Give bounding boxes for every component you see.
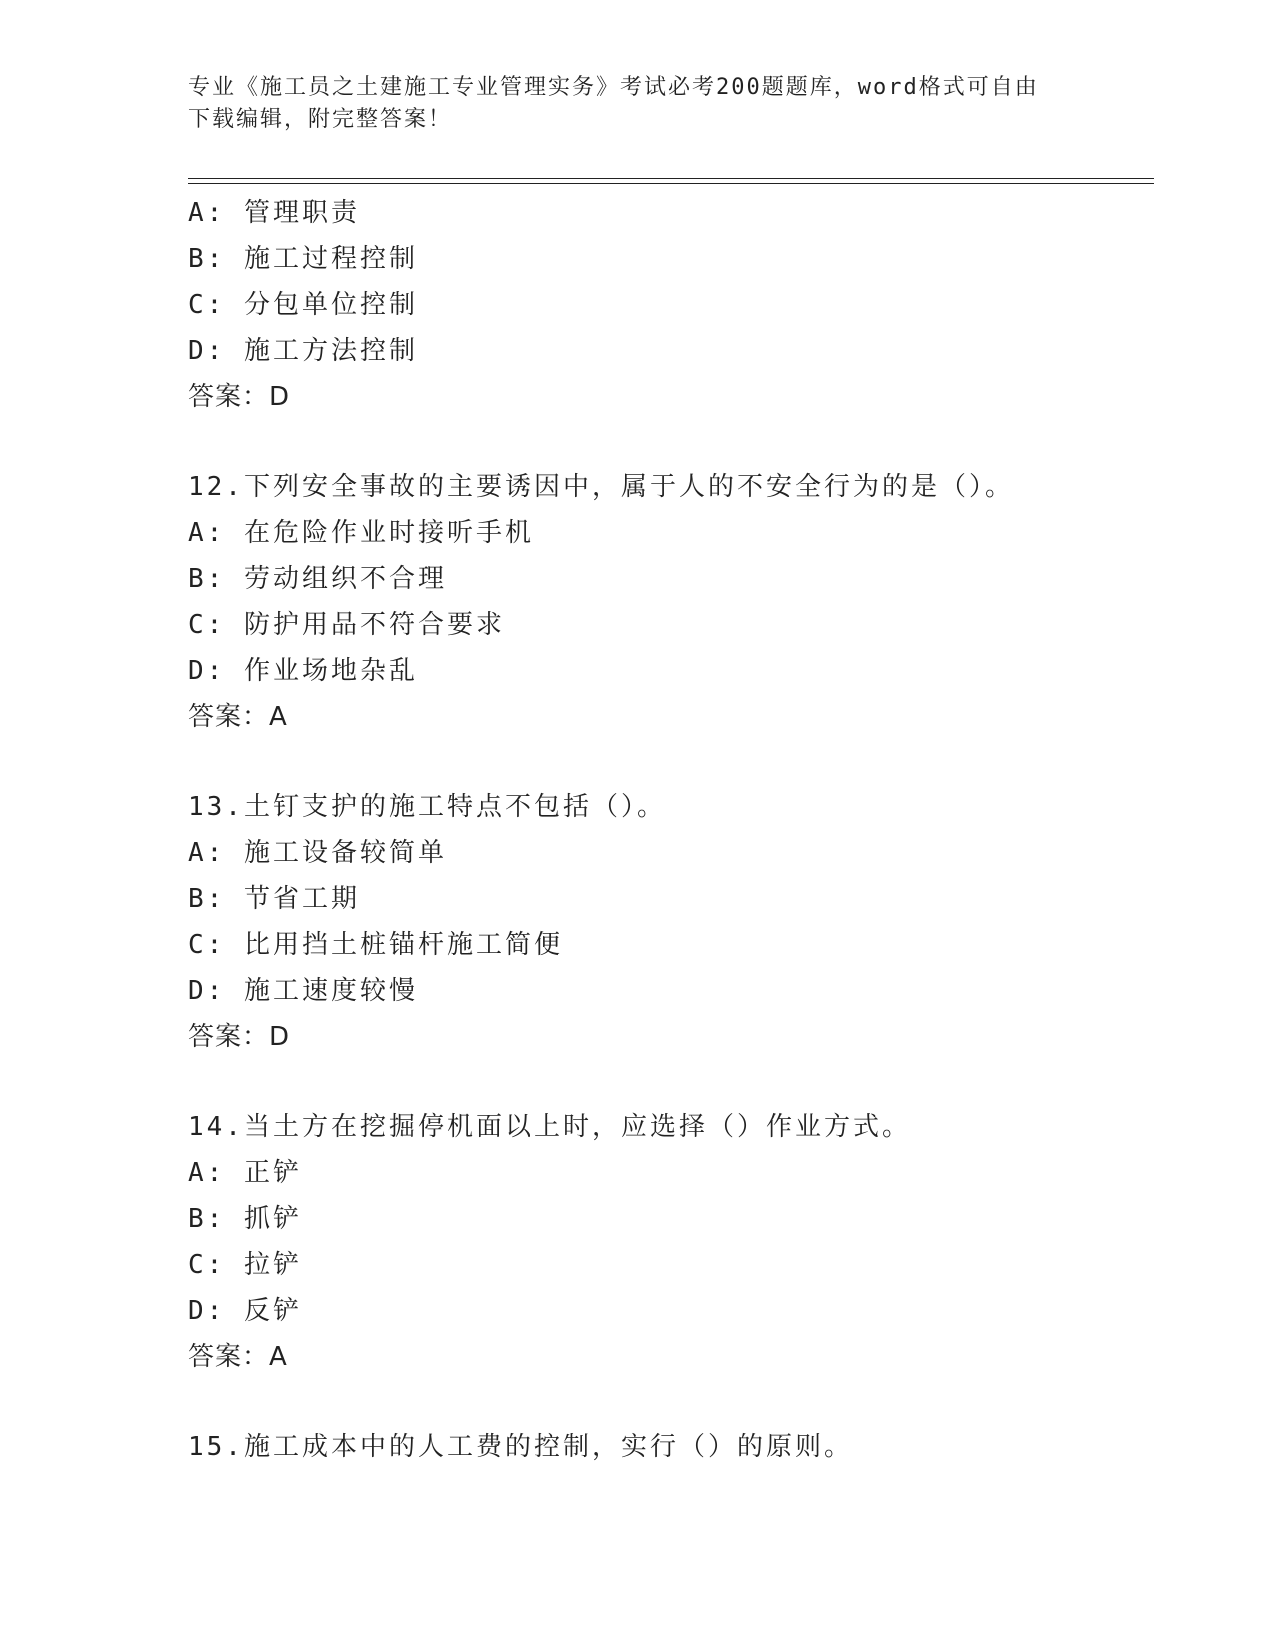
question-12 [188, 464, 1148, 740]
header-divider-top [188, 178, 1154, 179]
option-a: A: 正铲 [188, 1158, 302, 1188]
spacer [188, 1060, 1148, 1104]
option-c: C: 防护用品不符合要求 [188, 610, 505, 640]
option-b: B: 劳动组织不合理 [188, 564, 447, 594]
option-c: C: 比用挡土桩锚杆施工简便 [188, 930, 563, 960]
header-line-2: 下载编辑，附完整答案！ [188, 107, 453, 132]
option-a: A: 管理职责 [188, 198, 360, 228]
header-line-1: 专业《施工员之土建施工专业管理实务》考试必考200题题库，word格式可自由 [188, 75, 1039, 100]
option-d: D: 施工速度较慢 [188, 976, 418, 1006]
question-text: 13.土钉支护的施工特点不包括（）。 [188, 792, 666, 822]
answer: 答案：D [188, 1022, 291, 1052]
option-c: C: 分包单位控制 [188, 290, 418, 320]
question-text: 14.当土方在挖掘停机面以上时，应选择（）作业方式。 [188, 1112, 911, 1142]
question-11 [188, 190, 1148, 420]
question-13 [188, 784, 1148, 1060]
option-b: B: 抓铲 [188, 1204, 302, 1234]
option-b: B: 施工过程控制 [188, 244, 418, 274]
option-d: D: 施工方法控制 [188, 336, 418, 366]
header-divider-bottom [188, 183, 1154, 184]
document-header [188, 72, 1068, 136]
option-c: C: 拉铲 [188, 1250, 302, 1280]
spacer [188, 1380, 1148, 1424]
option-a: A: 施工设备较简单 [188, 838, 447, 868]
answer: 答案：A [188, 1342, 288, 1372]
question-14 [188, 1104, 1148, 1380]
answer: 答案：A [188, 702, 288, 732]
spacer [188, 420, 1148, 464]
answer: 答案：D [188, 382, 291, 412]
option-b: B: 节省工期 [188, 884, 360, 914]
option-d: D: 反铲 [188, 1296, 302, 1326]
question-text: 12.下列安全事故的主要诱因中，属于人的不安全行为的是（）。 [188, 472, 1014, 502]
spacer [188, 740, 1148, 784]
option-a: A: 在危险作业时接听手机 [188, 518, 534, 548]
question-list [188, 190, 1148, 1470]
question-15 [188, 1424, 1148, 1470]
option-d: D: 作业场地杂乱 [188, 656, 418, 686]
question-text: 15.施工成本中的人工费的控制，实行（）的原则。 [188, 1432, 853, 1462]
